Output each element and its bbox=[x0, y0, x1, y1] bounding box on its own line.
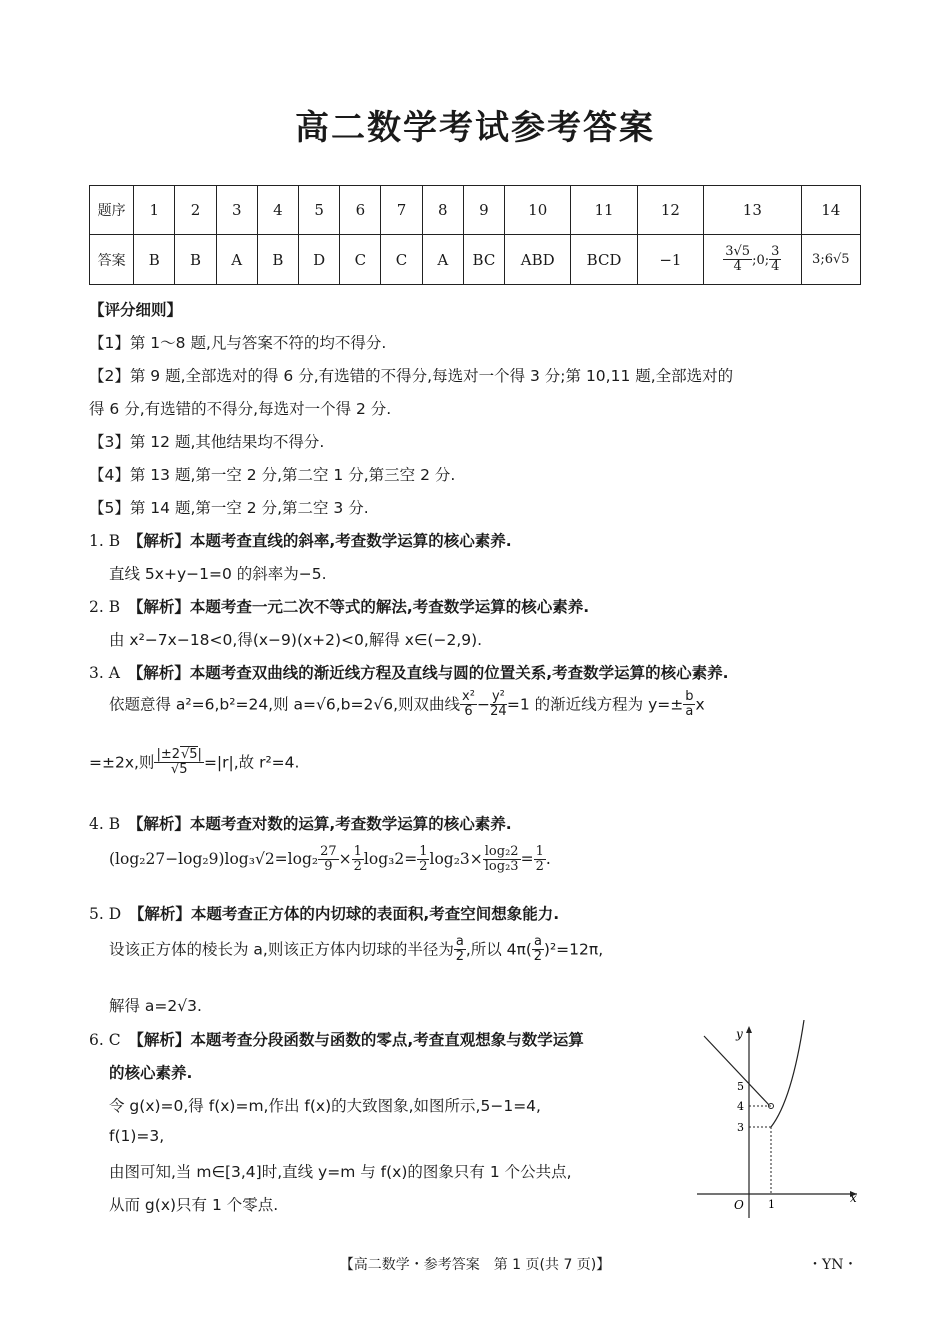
q6-l4: 从而 g(x)只有 1 个零点. bbox=[109, 1196, 279, 1214]
answer-label: 答案 bbox=[90, 235, 134, 285]
rubric-4: 【4】第 13 题,第一空 2 分,第二空 1 分,第三空 2 分. bbox=[89, 466, 456, 484]
q6-line bbox=[89, 1028, 584, 1050]
answer-cell: −1 bbox=[637, 235, 703, 285]
answer-cell: BCD bbox=[571, 235, 637, 285]
q2-body: 由 x²−7x−18<0,得(x−9)(x+2)<0,解得 x∈(−2,9). bbox=[109, 631, 483, 649]
num-cell: 5 bbox=[299, 186, 340, 235]
answer-cell: B bbox=[134, 235, 175, 285]
answer-cell: A bbox=[422, 235, 463, 285]
num-cell: 13 bbox=[704, 186, 802, 235]
q3-text2: =±2x,则 bbox=[89, 753, 155, 772]
num-cell: 4 bbox=[257, 186, 298, 235]
y-arrow bbox=[746, 1026, 752, 1033]
q6-number: 6. C bbox=[89, 1031, 121, 1049]
q3-text: 依题意得 a²=6,b²=24,则 a=√6,b=2√6,则双曲线 bbox=[109, 695, 461, 714]
curve bbox=[771, 1020, 804, 1127]
num-cell: 2 bbox=[175, 186, 216, 235]
q3-body2: =±2x,则 $\frac{|\pm 2√5|}{√5}$ =|r|,故 r²=4. bbox=[89, 747, 300, 778]
q2-line bbox=[89, 595, 589, 617]
q5-text3: )²=12π, bbox=[543, 940, 604, 959]
frac-den: 4 bbox=[733, 259, 742, 274]
q1-line bbox=[89, 529, 512, 551]
q5-number: 5. D bbox=[89, 905, 122, 923]
rubric-3: 【3】第 12 题,其他结果均不得分. bbox=[89, 433, 325, 451]
q3-body1: 依题意得 a²=6,b²=24,则 a=√6,b=2√6,则双曲线 $\frac{\text{x²}}{6}$ − $\frac{\text{y²}}{24}$ =1 的渐近线方程为 y=± $\frac{b}{a}$ x bbox=[109, 689, 705, 720]
num-cell: 3 bbox=[216, 186, 257, 235]
q6-l3: 由图可知,当 m∈[3,4]时,直线 y=m 与 f(x)的图象只有 1 个公共点, bbox=[109, 1163, 572, 1181]
answer-cell-13 bbox=[704, 235, 802, 285]
q5-head: 【解析】本题考查正方体的内切球的表面积,考查空间想象能力. bbox=[136, 905, 560, 923]
frac-num: 3 bbox=[771, 243, 780, 259]
function-graph bbox=[692, 1020, 862, 1220]
answer-cell: C bbox=[340, 235, 381, 285]
footer-code: ・YN・ bbox=[808, 1257, 858, 1273]
answer-cell: B bbox=[175, 235, 216, 285]
q6-head: 【解析】本题考查分段函数与函数的零点,考查直观想象与数学运算 bbox=[136, 1031, 584, 1049]
answer-cell: ABD bbox=[505, 235, 571, 285]
tick-5: 5 bbox=[737, 1080, 744, 1093]
num-cell: 7 bbox=[381, 186, 422, 235]
q3-text3: =|r|,故 r²=4. bbox=[203, 753, 300, 772]
answer-table bbox=[89, 185, 861, 285]
q5-body1: 设该正方体的棱长为 a,则该正方体内切球的半径为 $\frac{a}{2}$ ,所以 4π( $\frac{a}{2}$ )²=12π, bbox=[109, 934, 604, 965]
answer-cell: BC bbox=[463, 235, 504, 285]
footer: 【高二数学・参考答案 第 1 页(共 7 页)】 bbox=[339, 1257, 611, 1273]
q2-head: 【解析】本题考查一元二次不等式的解法,考查数学运算的核心素养. bbox=[135, 598, 590, 616]
q4-line bbox=[89, 812, 512, 834]
rubric-1: 【1】第 1～8 题,凡与答案不符的均不得分. bbox=[89, 334, 387, 352]
q1-head: 【解析】本题考查直线的斜率,考查数学运算的核心素养. bbox=[135, 532, 512, 550]
num-cell: 14 bbox=[801, 186, 860, 235]
num-cell: 9 bbox=[463, 186, 504, 235]
x-label: x bbox=[850, 1191, 857, 1205]
tick-3: 3 bbox=[737, 1121, 744, 1134]
num-cell: 8 bbox=[422, 186, 463, 235]
answer-cell: D bbox=[299, 235, 340, 285]
table-row-numbers bbox=[90, 186, 861, 235]
q5-text2: ,所以 4π( bbox=[465, 940, 532, 959]
answer-cell: B bbox=[257, 235, 298, 285]
answer-cell-14: 3;6√5 bbox=[801, 235, 860, 285]
q5-line bbox=[89, 902, 559, 924]
answer-cell: A bbox=[216, 235, 257, 285]
tick-4: 4 bbox=[737, 1100, 744, 1113]
q4-body: (log₂27−log₂9)log₃√2=log₂ $\frac{27}{9}$ × $\frac{1}{2}$ log₃2= $\frac{1}{2}$ log₂3× $\frac{\text{log₂2}}{\text{log₂3}}$ = $\frac{1}{2}$ . bbox=[109, 844, 551, 875]
q1-body: 直线 5x+y−1=0 的斜率为−5. bbox=[109, 565, 327, 583]
tick-1: 1 bbox=[768, 1198, 775, 1211]
num-cell: 10 bbox=[505, 186, 571, 235]
frac-den: 4 bbox=[771, 259, 780, 274]
q6-l2: f(1)=3, bbox=[109, 1127, 165, 1145]
q6-head2: 的核心素养. bbox=[109, 1064, 193, 1082]
rubric-2a: 【2】第 9 题,全部选对的得 6 分,有选错的不得分,每选对一个得 3 分;第 10,11 题,全部选对的 bbox=[89, 367, 734, 385]
rubric-2b: 得 6 分,有选错的不得分,每选对一个得 2 分. bbox=[89, 400, 392, 418]
q4-number: 4. B bbox=[89, 815, 121, 833]
q4-text: (log₂27−log₂9)log₃√2=log₂ bbox=[109, 849, 319, 868]
num-cell: 11 bbox=[571, 186, 637, 235]
page-title: 高二数学考试参考答案 bbox=[295, 108, 655, 148]
num-cell: 1 bbox=[134, 186, 175, 235]
answer-cell: C bbox=[381, 235, 422, 285]
q6-l1: 令 g(x)=0,得 f(x)=m,作出 f(x)的大致图象,如图所示,5−1=4, bbox=[109, 1097, 541, 1115]
q5-body2: 解得 a=2√3. bbox=[109, 997, 202, 1015]
q2-number: 2. B bbox=[89, 598, 121, 616]
q3-number: 3. A bbox=[89, 664, 120, 682]
frac-num: 3√5 bbox=[725, 243, 751, 259]
q1-number: 1. B bbox=[89, 532, 121, 550]
q3-line bbox=[89, 661, 728, 683]
sep: ;0; bbox=[752, 252, 770, 268]
q4-head: 【解析】本题考查对数的运算,考查数学运算的核心素养. bbox=[135, 815, 512, 833]
num-cell: 12 bbox=[637, 186, 703, 235]
line-segment bbox=[704, 1036, 770, 1106]
y-label: y bbox=[736, 1027, 743, 1041]
header-label: 题序 bbox=[90, 186, 134, 235]
q5-text: 设该正方体的棱长为 a,则该正方体内切球的半径为 bbox=[109, 940, 454, 959]
origin-label: O bbox=[734, 1198, 744, 1212]
q3-head: 【解析】本题考查双曲线的渐近线方程及直线与圆的位置关系,考查数学运算的核心素养. bbox=[135, 664, 729, 682]
rubric-heading: 【评分细则】 bbox=[89, 301, 183, 319]
rubric-5: 【5】第 14 题,第一空 2 分,第二空 3 分. bbox=[89, 499, 369, 517]
table-row-answers bbox=[90, 235, 861, 285]
num-cell: 6 bbox=[340, 186, 381, 235]
q3-text-mid: =1 的渐近线方程为 y=± bbox=[506, 695, 684, 714]
